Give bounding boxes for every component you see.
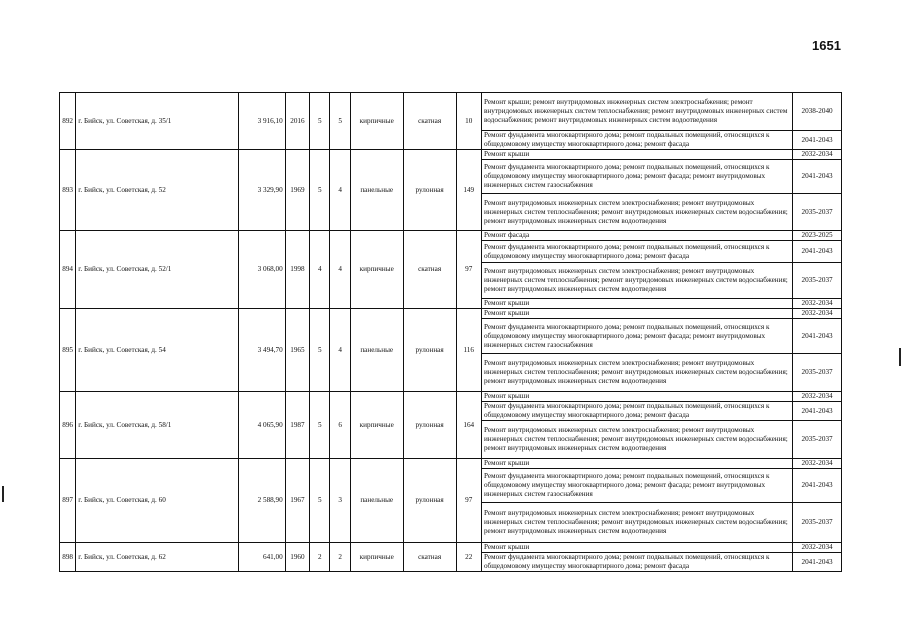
house-area: 3 329,90 — [238, 150, 285, 231]
work-period: 2032-2034 — [793, 150, 842, 160]
work-description: Ремонт фундамента многоквартирного дома; ремонт подвальных помещений, относящихся к общедомовому имуществу многоквартирного дома; ремонт фасада; ремонт внутридомовых инженерных систем газоснабжения — [481, 160, 792, 194]
house-year: 1967 — [285, 459, 309, 543]
work-description: Ремонт крыши — [481, 150, 792, 160]
residents-count: 97 — [456, 231, 481, 309]
house-year: 1998 — [285, 231, 309, 309]
work-period: 2041-2043 — [793, 469, 842, 503]
house-area: 641,00 — [238, 543, 285, 572]
house-year: 1960 — [285, 543, 309, 572]
work-description: Ремонт крыши — [481, 299, 792, 309]
work-description: Ремонт фундамента многоквартирного дома; ремонт подвальных помещений, относящихся к общедомовому имуществу многоквартирного дома; ремонт фасада; ремонт внутридомовых инженерных систем газоснабжения — [481, 469, 792, 503]
housing-registry-table — [59, 92, 842, 572]
work-period: 2023-2025 — [793, 231, 842, 241]
house-floors: 5 — [310, 150, 330, 231]
work-description: Ремонт внутридомовых инженерных систем электроснабжения; ремонт внутридомовых инженерных систем теплоснабжения; ремонт внутридомовых инженерных систем водоснабжения; ремонт внутридомовых инженерных систем водоотведения — [481, 421, 792, 459]
table-body — [60, 93, 842, 572]
house-number: 897 — [60, 459, 76, 543]
roof-type: рулонная — [403, 392, 456, 459]
house-address: г. Бийск, ул. Советская, д. 52/1 — [76, 231, 239, 309]
work-period: 2035-2037 — [793, 421, 842, 459]
work-period: 2035-2037 — [793, 194, 842, 231]
work-description: Ремонт фасада — [481, 231, 792, 241]
work-description: Ремонт внутридомовых инженерных систем электроснабжения; ремонт внутридомовых инженерных систем теплоснабжения; ремонт внутридомовых инженерных систем водоснабжения; ремонт внутридомовых инженерных систем водоотведения — [481, 354, 792, 392]
roof-type: рулонная — [403, 309, 456, 392]
work-description: Ремонт внутридомовых инженерных систем электроснабжения; ремонт внутридомовых инженерных систем теплоснабжения; ремонт внутридомовых инженерных систем водоснабжения; ремонт внутридомовых инженерных систем водоотведения — [481, 194, 792, 231]
work-period: 2035-2037 — [793, 354, 842, 392]
table-row — [60, 309, 842, 319]
work-description: Ремонт фундамента многоквартирного дома; ремонт подвальных помещений, относящихся к общедомовому имуществу многоквартирного дома; ремонт фасада — [481, 131, 792, 150]
house-number: 898 — [60, 543, 76, 572]
residents-count: 116 — [456, 309, 481, 392]
house-year: 1965 — [285, 309, 309, 392]
work-period: 2041-2043 — [793, 131, 842, 150]
house-year: 2016 — [285, 93, 309, 150]
house-floors: 5 — [310, 93, 330, 150]
house-entrances: 6 — [330, 392, 350, 459]
work-period: 2032-2034 — [793, 459, 842, 469]
work-period: 2032-2034 — [793, 543, 842, 553]
table-row — [60, 93, 842, 131]
house-address: г. Бийск, ул. Советская, д. 52 — [76, 150, 239, 231]
work-period: 2041-2043 — [793, 402, 842, 421]
work-period: 2038-2040 — [793, 93, 842, 131]
house-entrances: 4 — [330, 309, 350, 392]
house-entrances: 2 — [330, 543, 350, 572]
work-period: 2041-2043 — [793, 553, 842, 572]
table-row — [60, 392, 842, 402]
house-area: 3 068,00 — [238, 231, 285, 309]
house-area: 4 065,90 — [238, 392, 285, 459]
house-area: 2 588,90 — [238, 459, 285, 543]
scan-mark-right — [899, 348, 901, 366]
work-description: Ремонт крыши — [481, 392, 792, 402]
table-row — [60, 543, 842, 553]
work-description: Ремонт внутридомовых инженерных систем электроснабжения; ремонт внутридомовых инженерных систем теплоснабжения; ремонт внутридомовых инженерных систем водоснабжения; ремонт внутридомовых инженерных систем водоотведения — [481, 263, 792, 299]
roof-type: рулонная — [403, 459, 456, 543]
residents-count: 10 — [456, 93, 481, 150]
house-floors: 2 — [310, 543, 330, 572]
residents-count: 97 — [456, 459, 481, 543]
wall-material: кирпичные — [350, 543, 403, 572]
table-row — [60, 231, 842, 241]
work-period: 2032-2034 — [793, 309, 842, 319]
table-row — [60, 459, 842, 469]
work-period: 2032-2034 — [793, 392, 842, 402]
wall-material: кирпичные — [350, 231, 403, 309]
work-description: Ремонт крыши — [481, 543, 792, 553]
wall-material: панельные — [350, 309, 403, 392]
table-row — [60, 150, 842, 160]
work-period: 2035-2037 — [793, 503, 842, 543]
house-entrances: 3 — [330, 459, 350, 543]
house-address: г. Бийск, ул. Советская, д. 62 — [76, 543, 239, 572]
wall-material: кирпичные — [350, 392, 403, 459]
house-address: г. Бийск, ул. Советская, д. 54 — [76, 309, 239, 392]
work-description: Ремонт фундамента многоквартирного дома; ремонт подвальных помещений, относящихся к общедомовому имуществу многоквартирного дома; ремонт фасада — [481, 402, 792, 421]
house-area: 3 916,10 — [238, 93, 285, 150]
work-description: Ремонт крыши; ремонт внутридомовых инженерных систем электроснабжения; ремонт внутридомовых инженерных систем теплоснабжения; ремонт внутридомовых инженерных систем водоснабжения; ремонт внутридомовых инженерных систем водоотведения — [481, 93, 792, 131]
house-number: 895 — [60, 309, 76, 392]
work-period: 2041-2043 — [793, 241, 842, 263]
house-entrances: 5 — [330, 93, 350, 150]
residents-count: 149 — [456, 150, 481, 231]
residents-count: 164 — [456, 392, 481, 459]
house-year: 1969 — [285, 150, 309, 231]
work-description: Ремонт крыши — [481, 309, 792, 319]
roof-type: скатная — [403, 93, 456, 150]
roof-type: рулонная — [403, 150, 456, 231]
work-description: Ремонт крыши — [481, 459, 792, 469]
house-year: 1987 — [285, 392, 309, 459]
scan-mark-left — [2, 486, 4, 502]
work-description: Ремонт фундамента многоквартирного дома; ремонт подвальных помещений, относящихся к общедомовому имуществу многоквартирного дома; ремонт фасада; ремонт внутридомовых инженерных систем газоснабжения — [481, 319, 792, 354]
residents-count: 22 — [456, 543, 481, 572]
roof-type: скатная — [403, 231, 456, 309]
house-address: г. Бийск, ул. Советская, д. 60 — [76, 459, 239, 543]
work-period: 2032-2034 — [793, 299, 842, 309]
house-entrances: 4 — [330, 231, 350, 309]
house-area: 3 494,70 — [238, 309, 285, 392]
house-floors: 5 — [310, 309, 330, 392]
wall-material: панельные — [350, 150, 403, 231]
work-period: 2041-2043 — [793, 160, 842, 194]
wall-material: кирпичные — [350, 93, 403, 150]
house-address: г. Бийск, ул. Советская, д. 35/1 — [76, 93, 239, 150]
house-number: 893 — [60, 150, 76, 231]
house-floors: 5 — [310, 392, 330, 459]
roof-type: скатная — [403, 543, 456, 572]
work-period: 2041-2043 — [793, 319, 842, 354]
house-floors: 4 — [310, 231, 330, 309]
house-number: 896 — [60, 392, 76, 459]
page-number: 1651 — [812, 38, 841, 53]
house-number: 894 — [60, 231, 76, 309]
work-period: 2035-2037 — [793, 263, 842, 299]
work-description: Ремонт фундамента многоквартирного дома; ремонт подвальных помещений, относящихся к общедомовому имуществу многоквартирного дома; ремонт фасада — [481, 553, 792, 572]
house-floors: 5 — [310, 459, 330, 543]
work-description: Ремонт фундамента многоквартирного дома; ремонт подвальных помещений, относящихся к общедомовому имуществу многоквартирного дома; ремонт фасада — [481, 241, 792, 263]
wall-material: панельные — [350, 459, 403, 543]
work-description: Ремонт внутридомовых инженерных систем электроснабжения; ремонт внутридомовых инженерных систем теплоснабжения; ремонт внутридомовых инженерных систем водоснабжения; ремонт внутридомовых инженерных систем водоотведения — [481, 503, 792, 543]
house-entrances: 4 — [330, 150, 350, 231]
house-address: г. Бийск, ул. Советская, д. 58/1 — [76, 392, 239, 459]
house-number: 892 — [60, 93, 76, 150]
